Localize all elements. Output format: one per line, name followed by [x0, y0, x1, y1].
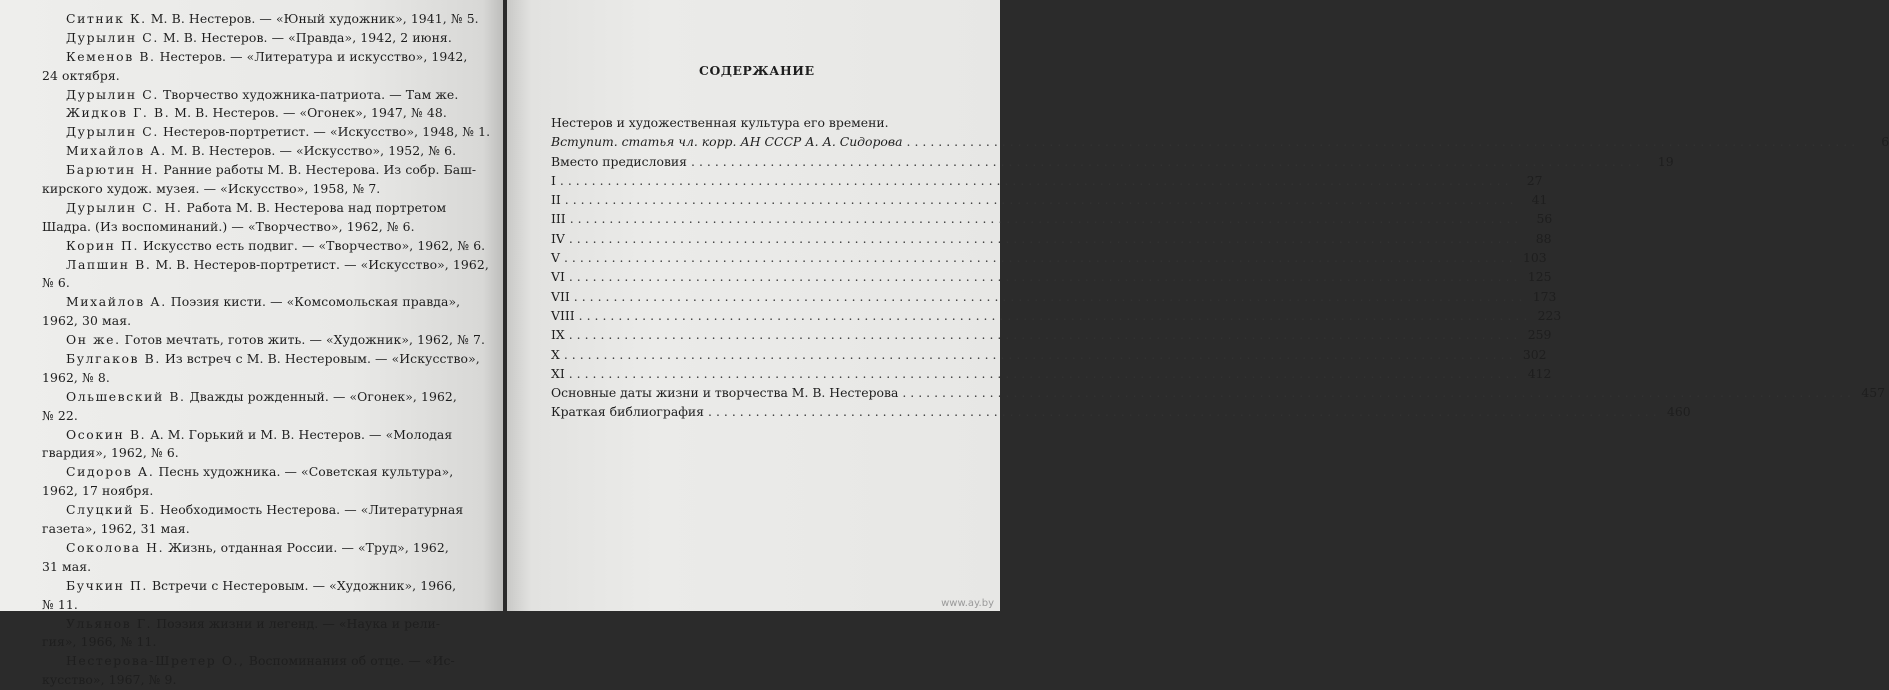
bibliography-line — [42, 463, 482, 482]
toc-page-number: 6 — [1881, 134, 1889, 150]
bibliography-line — [42, 444, 482, 463]
author-name: Дурылин С. — [66, 86, 159, 102]
citation-text: № 11. — [42, 596, 78, 612]
toc-entry — [551, 190, 1548, 209]
toc-entry-label: I — [551, 172, 556, 188]
toc-page-number: 56 — [1536, 211, 1553, 227]
toc-entry — [551, 171, 1543, 190]
bibliography-line — [42, 199, 482, 218]
bibliography-line — [42, 48, 482, 67]
bibliography-line — [42, 312, 482, 331]
toc-page-number: 412 — [1527, 365, 1552, 381]
toc-entry-label: IV — [551, 230, 565, 246]
bibliography-line — [42, 67, 482, 86]
toc-page-number: 103 — [1522, 250, 1547, 266]
bibliography-list — [42, 10, 491, 690]
bibliography-line — [42, 596, 482, 615]
bibliography-line — [42, 86, 482, 105]
citation-text: Ранние работы М. В. Нестерова. Из собр. Баш- — [159, 162, 477, 178]
toc-entry-label: X — [551, 346, 560, 362]
toc-entry-label: V — [551, 250, 560, 266]
author-name: Ульянов Г. — [66, 615, 153, 631]
citation-text: Жизнь, отданная России. — «Труд», 1962, — [164, 539, 449, 555]
bibliography-line — [42, 671, 482, 690]
toc-page-number: 460 — [1667, 404, 1691, 420]
toc-entry-label: Краткая библиография — [551, 404, 705, 420]
toc-leader-dots: ........................................................................................................................ — [568, 365, 1522, 381]
citation-text: 1962, 30 мая. — [42, 313, 132, 329]
citation-text: 24 октября. — [42, 67, 120, 83]
author-name: Корин П. — [66, 237, 139, 253]
toc-entry-label: IX — [551, 327, 565, 343]
bibliography-line — [42, 501, 482, 520]
toc-leader-dots: ........................................................................................................................ — [568, 269, 1522, 285]
citation-text: № 22. — [42, 407, 78, 423]
citation-text: Искусство есть подвиг. — «Творчество», 1962, № 6. — [138, 237, 486, 253]
citation-text: Нестеров. — «Литература и искусство», 1942, — [155, 48, 468, 64]
citation-text: гвардия», 1962, № 6. — [42, 445, 179, 461]
bibliography-line — [42, 426, 482, 445]
bibliography-line — [42, 615, 482, 634]
toc-entry-label: VIII — [551, 307, 575, 323]
toc-entry-label: Вступит. статья чл. корр. АН СССР А. А. Сидорова — [551, 134, 903, 150]
toc-leader-dots: ........................................................................................................................ — [573, 288, 1527, 304]
toc-entry-label: III — [551, 211, 566, 227]
bibliography-line — [42, 388, 482, 407]
toc-entry — [551, 325, 1552, 344]
bibliography-line — [42, 520, 482, 539]
citation-text: Творчество художника-патриота. — Там же. — [158, 86, 459, 102]
table-of-contents — [551, 113, 1889, 422]
toc-leader-dots: ........................................................................................................................ — [708, 404, 1661, 420]
citation-text: гия», 1966, № 11. — [42, 634, 157, 650]
bibliography-line — [42, 633, 482, 652]
bibliography-line — [42, 29, 482, 48]
citation-text: 1962, № 8. — [42, 369, 110, 385]
watermark: www.ay.by — [941, 598, 994, 609]
bibliography-line — [42, 104, 482, 123]
toc-leader-dots: ........................................................................................................................ — [568, 327, 1522, 343]
toc-entry — [551, 113, 944, 132]
citation-text: М. В. Нестеров-портретист. — «Искусство», 1962, — [151, 256, 489, 272]
toc-entry — [551, 248, 1547, 267]
toc-entry — [551, 345, 1547, 364]
citation-text: № 6. — [42, 275, 70, 291]
author-name: Ситник К. — [66, 11, 147, 26]
citation-text: Из встреч с М. В. Нестеровым. — «Искусство», — [160, 351, 480, 367]
author-name: Бучкин П. — [66, 577, 148, 593]
bibliography-line — [42, 142, 482, 161]
citation-text: Поэзия кисти. — «Комсомольская правда», — [166, 294, 461, 310]
toc-entry — [551, 306, 1562, 325]
author-name: Соколова Н. — [66, 539, 165, 555]
citation-text: Воспоминания об отце. — «Ис- — [244, 653, 455, 669]
bibliography-line — [42, 237, 486, 256]
bibliography-line — [42, 652, 482, 671]
citation-text: М. В. Нестеров. — «Искусство», 1952, № 6. — [166, 143, 457, 159]
toc-entry — [551, 364, 1552, 383]
toc-page-number: 88 — [1535, 230, 1552, 246]
author-name: Он же. — [66, 332, 121, 348]
citation-text: Нестеров-портретист. — «Искусство», 1948, № 1. — [158, 124, 491, 140]
citation-text: Дважды рожденный. — «Огонек», 1962, — [185, 388, 457, 404]
bibliography-line — [42, 293, 482, 312]
citation-text: М. В. Нестеров. — «Огонек», 1947, № 48. — [170, 105, 447, 121]
citation-text: А. М. Горький и М. В. Нестеров. — «Молодая — [146, 426, 453, 442]
toc-entry — [551, 209, 1553, 228]
toc-page-number: 173 — [1532, 288, 1557, 304]
citation-text: газета», 1962, 31 мая. — [42, 521, 190, 537]
bibliography-line — [42, 161, 482, 180]
bibliography-line — [42, 407, 482, 426]
toc-entry-label: XI — [551, 365, 565, 381]
right-page — [507, 0, 1889, 611]
citation-text: Шадра. (Из воспоминаний.) — «Творчество», 1962, № 6. — [42, 218, 415, 234]
toc-page-number: 223 — [1537, 307, 1562, 323]
citation-text: Необходимость Нестерова. — «Литературная — [155, 502, 464, 518]
citation-text: 31 мая. — [42, 558, 92, 574]
toc-entry — [551, 152, 1674, 171]
toc-leader-dots: ........................................................................................................................ — [569, 211, 1523, 227]
bibliography-line — [42, 539, 482, 558]
bibliography-line — [42, 350, 482, 369]
bibliography-line — [42, 256, 489, 275]
bibliography-line — [42, 369, 482, 388]
toc-entry-label: Основные даты жизни и творчества М. В. Нестерова — [551, 385, 899, 401]
author-name: Слуцкий Б. — [66, 502, 156, 518]
toc-entry — [551, 402, 1691, 421]
toc-leader-dots: ........................................................................................................................ — [559, 172, 1513, 188]
toc-entry — [551, 132, 1889, 151]
toc-entry — [551, 229, 1552, 248]
bibliography-line — [42, 180, 482, 199]
citation-text: 1962, 17 ноября. — [42, 483, 154, 499]
toc-leader-dots: ........................................................................................................................ — [902, 385, 1855, 401]
author-name: Ольшевский В. — [66, 388, 186, 404]
citation-text: кирского худож. музея. — «Искусство», 1958, № 7. — [42, 181, 381, 197]
citation-text: Поэзия жизни и легенд. — «Наука и рели- — [152, 615, 441, 631]
bibliography-line — [42, 558, 482, 577]
toc-leader-dots: ........................................................................................................................ — [563, 250, 1517, 266]
author-name: Кеменов В. — [66, 48, 156, 64]
author-name: Дурылин С. — [66, 124, 159, 140]
author-name: Жидков Г. В. — [66, 105, 171, 121]
toc-page-number: 125 — [1527, 269, 1552, 285]
author-name: Михайлов А. — [66, 143, 167, 159]
contents-title: СОДЕРЖАНИЕ — [699, 63, 815, 78]
toc-entry-label: Нестеров и художественная культура его времени. — [551, 115, 889, 130]
toc-page-number: 302 — [1522, 346, 1547, 362]
toc-entry-label: II — [551, 192, 561, 208]
toc-page-number: 27 — [1526, 172, 1543, 188]
toc-leader-dots: ........................................................................................................................ — [563, 346, 1517, 362]
author-name: Михайлов А. — [66, 294, 167, 310]
toc-leader-dots: ........................................................................................................................ — [691, 153, 1644, 169]
toc-page-number: 457 — [1861, 385, 1885, 401]
toc-leader-dots: ........................................................................................................................ — [906, 134, 1860, 150]
bibliography-line — [42, 274, 482, 293]
bibliography-line — [42, 218, 482, 237]
author-name: Сидоров А. — [66, 464, 155, 480]
bibliography-line — [42, 482, 482, 501]
toc-entry-label: Вместо предисловия — [551, 153, 688, 169]
author-name: Барютин Н. — [66, 162, 160, 178]
author-name: Дурылин С. Н. — [66, 199, 183, 215]
author-name: Осокин В. — [66, 426, 147, 442]
toc-leader-dots: ........................................................................................................................ — [568, 230, 1522, 246]
citation-text: М. В. Нестеров. — «Юный художник», 1941, № 5. — [146, 11, 479, 26]
citation-text: Песнь художника. — «Советская культура», — [154, 464, 454, 480]
toc-page-number: 259 — [1527, 327, 1552, 343]
toc-entry — [551, 383, 1885, 402]
toc-page-number: 41 — [1531, 192, 1548, 208]
citation-text: Встречи с Нестеровым. — «Художник», 1966, — [147, 577, 457, 593]
bibliography-line — [42, 331, 485, 350]
citation-text: кусство», 1967, № 9. — [42, 672, 177, 688]
toc-entry — [551, 287, 1557, 306]
toc-entry-label: VI — [551, 269, 565, 285]
toc-page-number: 19 — [1657, 153, 1674, 169]
toc-entry — [551, 267, 1552, 286]
author-name: Булгаков В. — [66, 351, 161, 367]
toc-leader-dots: ........................................................................................................................ — [578, 307, 1532, 323]
bibliography-line — [42, 10, 482, 29]
author-name: Лапшин В. — [66, 256, 152, 272]
bibliography-line — [42, 123, 491, 142]
toc-leader-dots: ........................................................................................................................ — [564, 192, 1518, 208]
left-page — [0, 0, 503, 688]
citation-text: Готов мечтать, готов жить. — «Художник», 1962, № 7. — [120, 332, 485, 348]
citation-text: Работа М. В. Нестерова над портретом — [182, 199, 447, 215]
citation-text: М. В. Нестеров. — «Правда», 1942, 2 июня. — [158, 29, 452, 45]
author-name: Дурылин С. — [66, 29, 159, 45]
toc-entry-label: VII — [551, 288, 570, 304]
bibliography-line — [42, 577, 482, 596]
author-name: Нестерова-Шретер О., — [66, 653, 245, 669]
